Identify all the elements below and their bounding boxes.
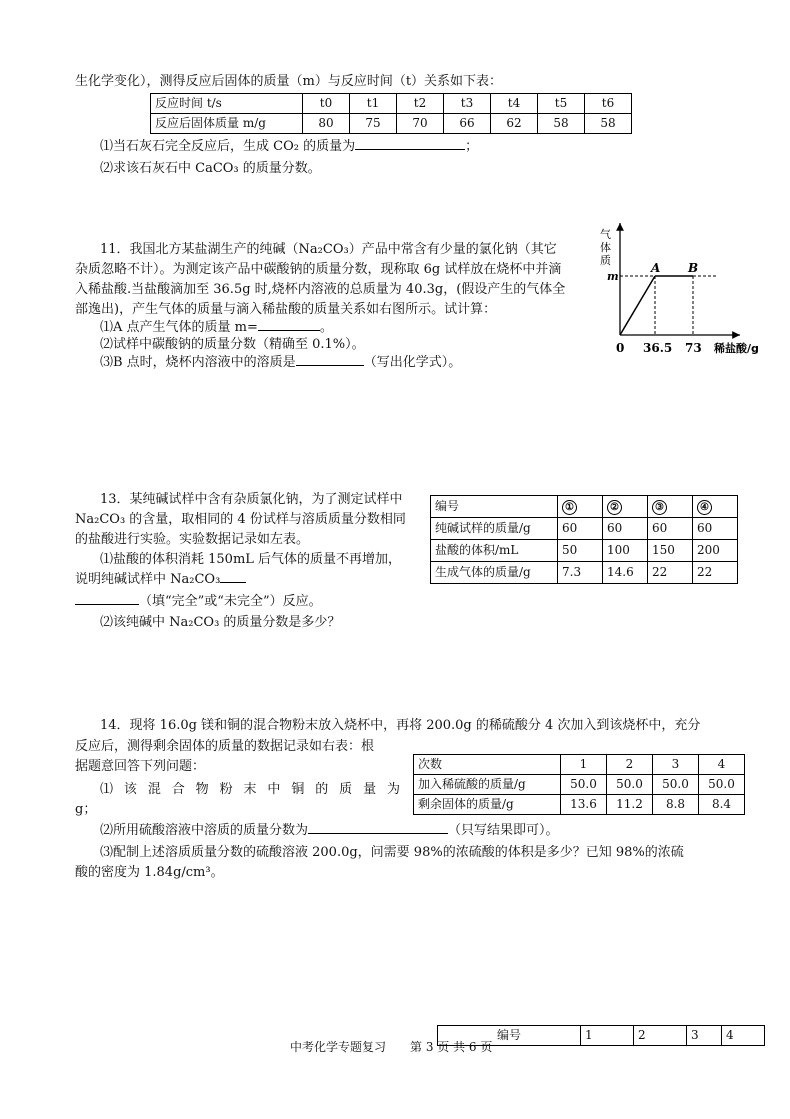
footer-page: 第 3 页 共 6 页 bbox=[410, 1040, 493, 1054]
q14-data-table bbox=[413, 754, 745, 815]
rising-line bbox=[620, 276, 655, 335]
q13-header-num: ② bbox=[607, 500, 622, 515]
y-axis-label-1: 气 bbox=[600, 228, 611, 241]
q13-cell: 150 bbox=[648, 540, 693, 562]
q13-header-label: 编号 bbox=[431, 496, 558, 518]
q10-data-table bbox=[150, 93, 632, 134]
q13-row-label: 生成气体的质量/g bbox=[431, 562, 558, 584]
q14-cell: 50.0 bbox=[653, 775, 699, 795]
footer-table-cell: 2 bbox=[634, 1026, 687, 1046]
q14-header-label: 次数 bbox=[414, 755, 561, 775]
q13-cell: 50 bbox=[558, 540, 603, 562]
q14-header-cell: 4 bbox=[699, 755, 745, 775]
footer-table-cell: 3 bbox=[687, 1026, 722, 1046]
x-tick-36-5: 36.5 bbox=[643, 341, 673, 355]
q13-line1: 13．某纯碱试样中含有杂质氯化钠，为了测定试样中 bbox=[100, 492, 403, 507]
answer-blank[interactable] bbox=[75, 604, 139, 605]
q13-cell: 7.3 bbox=[558, 562, 603, 584]
q13-header-cell bbox=[648, 496, 693, 518]
q14-part1: ⑴ 该 混 合 物 粉 末 中 铜 的 质 量 为 bbox=[100, 782, 400, 797]
q13-part1a: ⑴盐酸的体积消耗 150mL 后气体的质量不再增加， bbox=[100, 552, 402, 567]
q13-header-num: ③ bbox=[652, 500, 667, 515]
q13-part1c bbox=[75, 592, 322, 612]
x-tick-73: 73 bbox=[685, 341, 702, 355]
q10-time-cell: t4 bbox=[491, 94, 538, 114]
q10-mass-cell: 58 bbox=[585, 114, 632, 134]
q10-time-cell: t1 bbox=[350, 94, 397, 114]
q13-header-cell bbox=[558, 496, 603, 518]
q10-time-cell: t0 bbox=[303, 94, 350, 114]
q13-cell: 22 bbox=[693, 562, 738, 584]
point-a: A bbox=[651, 261, 661, 275]
q10-mass-cell: 70 bbox=[397, 114, 444, 134]
q13-cell: 22 bbox=[648, 562, 693, 584]
q10-part1-end: ； bbox=[465, 139, 479, 154]
q10-mass-cell: 58 bbox=[538, 114, 585, 134]
q13-line2: Na₂CO₃ 的含量，取相同的 4 份试样与溶质质量分数相同 bbox=[75, 512, 406, 527]
q14-line3: 据题意回答下列问题： bbox=[75, 759, 206, 774]
q13-row-label: 纯碱试样的质量/g bbox=[431, 518, 558, 540]
q10-time-cell: t3 bbox=[444, 94, 491, 114]
q13-header-cell bbox=[693, 496, 738, 518]
y-axis-label-2: 体 bbox=[600, 241, 611, 254]
q11-gas-graph bbox=[595, 218, 765, 363]
q13-part1b bbox=[75, 570, 246, 590]
q14-part2 bbox=[100, 821, 559, 841]
q13-cell: 100 bbox=[603, 540, 648, 562]
q10-mass-cell: 80 bbox=[303, 114, 350, 134]
q10-intro: 生化学变化），测得反应后固体的质量（m）与反应时间（t）关系如下表： bbox=[75, 74, 503, 89]
q11-part2: ⑵试样中碳酸钠的质量分数（精确至 0.1%）。 bbox=[100, 337, 365, 352]
q14-header-cell: 3 bbox=[653, 755, 699, 775]
footer-table-cell: 4 bbox=[722, 1026, 765, 1046]
answer-blank[interactable] bbox=[258, 330, 320, 331]
q11-line2: 杂质忽略不计）。为测定该产品中碳酸钠的质量分数，现称取 6g 试样放在烧杯中并滴 bbox=[75, 262, 562, 277]
q14-cell: 13.6 bbox=[561, 795, 607, 815]
answer-blank[interactable] bbox=[296, 365, 364, 366]
q10-mass-cell: 62 bbox=[491, 114, 538, 134]
q11-part3-text: ⑶B 点时，烧杯内溶液中的溶质是 bbox=[100, 355, 296, 370]
footer-table-label: 编号 bbox=[438, 1026, 581, 1046]
q11-line4: 部逸出)，产生气体的质量与滴入稀盐酸的质量关系如右图所示。试计算： bbox=[75, 302, 497, 317]
q13-cell: 200 bbox=[693, 540, 738, 562]
q10-mass-cell: 75 bbox=[350, 114, 397, 134]
q10-part1-text: ⑴当石灰石完全反应后，生成 CO₂ 的质量为 bbox=[100, 139, 356, 154]
q14-header-cell: 2 bbox=[607, 755, 653, 775]
q11-line3: 入稀盐酸.当盐酸滴加至 36.5g 时,烧杯内溶液的总质量为 40.3g，(假设产生的气体全 bbox=[75, 282, 566, 297]
q11-part1-text: ⑴A 点产生气体的质量 m= bbox=[100, 320, 258, 335]
q10-time-cell: t2 bbox=[397, 94, 444, 114]
q14-row-label: 剩余固体的质量/g bbox=[414, 795, 561, 815]
origin-label: 0 bbox=[616, 341, 625, 355]
q11-part3 bbox=[100, 353, 461, 373]
q10-part1 bbox=[100, 137, 478, 157]
q14-cell: 8.4 bbox=[699, 795, 745, 815]
q13-part1b-text: 说明纯碱试样中 Na₂CO₃ bbox=[75, 572, 221, 587]
q11-part3-end: （写出化学式）。 bbox=[363, 355, 462, 370]
footer-table-cell: 1 bbox=[581, 1026, 634, 1046]
x-axis-label: 稀盐酸/g bbox=[714, 342, 759, 355]
q14-cell: 50.0 bbox=[699, 775, 745, 795]
q13-cell: 60 bbox=[558, 518, 603, 540]
q14-cell: 50.0 bbox=[607, 775, 653, 795]
q14-line1: 14．现将 16.0g 镁和铜的混合物粉末放入烧杯中，再将 200.0g 的稀硫酸分 4 次加入到该烧杯中，充分 bbox=[100, 718, 701, 733]
q13-cell: 60 bbox=[648, 518, 693, 540]
footer-table bbox=[437, 1025, 765, 1046]
q13-cell: 14.6 bbox=[603, 562, 648, 584]
q10-part2: ⑵求该石灰石中 CaCO₃ 的质量分数。 bbox=[100, 161, 321, 176]
q13-cell: 60 bbox=[693, 518, 738, 540]
y-axis-label-3: 质 bbox=[600, 254, 611, 267]
q14-part2-text: ⑵所用硫酸溶液中溶质的质量分数为 bbox=[100, 823, 309, 838]
q13-part1c-text: （填“完全”或“未完全”）反应。 bbox=[139, 594, 322, 609]
q14-line2: 反应后，测得剩余固体的质量的数据记录如右表：根 bbox=[75, 739, 375, 754]
q14-part3a: ⑶配制上述溶质质量分数的硫酸溶液 200.0g，问需要 98%的浓硫酸的体积是多少？已知 98%的浓硫 bbox=[100, 845, 684, 860]
q13-row-label: 盐酸的体积/mL bbox=[431, 540, 558, 562]
q13-header-num: ① bbox=[562, 500, 577, 515]
q10-mass-cell: 66 bbox=[444, 114, 491, 134]
q14-part2-end: （只写结果即可）。 bbox=[448, 823, 559, 838]
q13-cell: 60 bbox=[603, 518, 648, 540]
q14-cell: 8.8 bbox=[653, 795, 699, 815]
q11-part1-end: 。 bbox=[319, 320, 333, 335]
q13-data-table bbox=[430, 495, 738, 584]
answer-blank[interactable] bbox=[355, 149, 465, 150]
q13-header-num: ④ bbox=[697, 500, 712, 515]
q13-header-cell bbox=[603, 496, 648, 518]
q14-part3b: 酸的密度为 1.84g/cm³。 bbox=[75, 865, 224, 880]
q14-row-label: 加入稀硫酸的质量/g bbox=[414, 775, 561, 795]
q13-part2: ⑵该纯碱中 Na₂CO₃ 的质量分数是多少？ bbox=[100, 615, 341, 630]
q10-row1-label: 反应时间 t/s bbox=[151, 94, 303, 114]
q10-time-cell: t5 bbox=[538, 94, 585, 114]
point-b: B bbox=[688, 261, 699, 275]
q10-row2-label: 反应后固体质量 m/g bbox=[151, 114, 303, 134]
q14-header-cell: 1 bbox=[561, 755, 607, 775]
y-mark-m: m bbox=[607, 270, 619, 283]
q13-line3: 的盐酸进行实验。实验数据记录如左表。 bbox=[75, 532, 310, 547]
q14-cell: 11.2 bbox=[607, 795, 653, 815]
q14-part1-end: g； bbox=[75, 802, 97, 817]
answer-blank[interactable] bbox=[220, 582, 246, 583]
q14-cell: 50.0 bbox=[561, 775, 607, 795]
answer-blank[interactable] bbox=[308, 833, 448, 834]
q10-time-cell: t6 bbox=[585, 94, 632, 114]
q11-line1: 11．我国北方某盐湖生产的纯碱（Na₂CO₃）产品中常含有少量的氯化钠（其它 bbox=[100, 242, 557, 257]
footer-subject: 中考化学专题复习 bbox=[290, 1040, 387, 1054]
